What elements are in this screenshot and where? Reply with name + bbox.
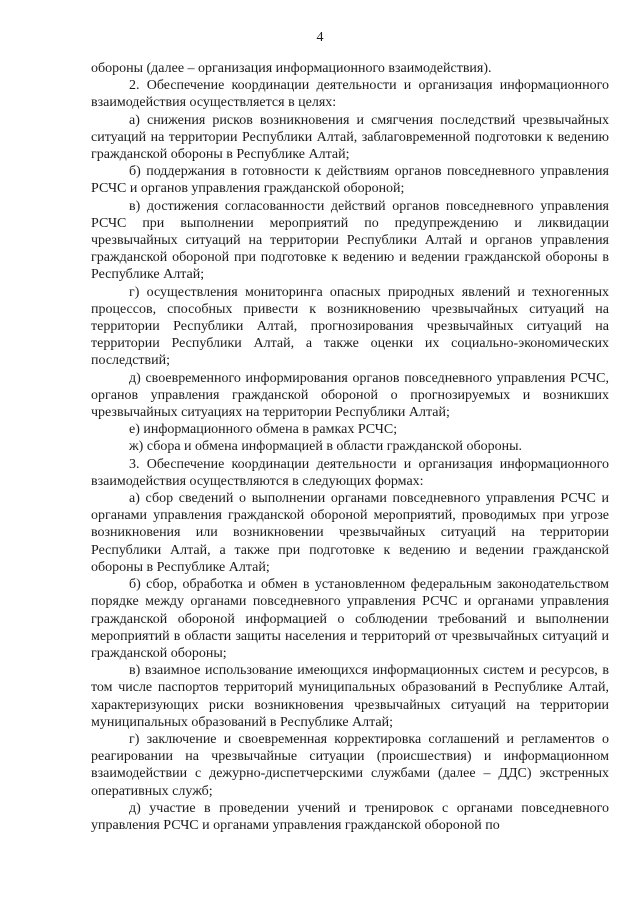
paragraph: 3. Обеспечение координации деятельности и организация информационного взаимодействия осуществляются в следующих формах: (91, 456, 609, 489)
paragraph: г) заключение и своевременная корректировка соглашений и регламентов о реагировании на чрезвычайные ситуации (происшествия) и информационном взаимодействии с дежурно-диспетчерскими службами (далее – ДДС) экстренных оперативных служб; (91, 731, 609, 799)
paragraph: б) поддержания в готовности к действиям органов повседневного управления РСЧС и органов управления гражданской обороной; (91, 164, 609, 197)
paragraph: обороны (далее – организация информационного взаимодействия). (91, 61, 492, 76)
paragraph: а) сбор сведений о выполнении органами повседневного управления РСЧС и органами управления гражданской обороной мероприятий, проводимых при угрозе возникновения или возникновении чрезвычайных ситуаций на территории Республики Алтай, а также при подготовке к ведению и ведении гражданской обороны в Республике Алтай; (91, 491, 609, 575)
paragraph: е) информационного обмена в рамках РСЧС; (129, 422, 398, 438)
paragraph: в) взаимное использование имеющихся информационных систем и ресурсов, в том числе паспортов территорий муниципальных образований в Республике Алтай, характеризующих риски возникновения чрезвычайных ситуаций на территории муниципальных образований в Республике Алтай; (91, 663, 609, 730)
paragraph: б) сбор, обработка и обмен в установленном федеральным законодательством порядке между органами повседневного управления РСЧС и органами управления гражданской обороной информацией о соблюдении требований и выполнении мероприятий в области защиты населения и территорий от чрезвычайных ситуаций и гражданской обороны; (91, 577, 609, 661)
paragraph: д) участие в проведении учений и тренировок с органами повседневного управления РСЧС и органами управления гражданской обороной по (91, 800, 609, 833)
paragraph: а) снижения рисков возникновения и смягчения последствий чрезвычайных ситуаций на территории Республики Алтай, заблаговременной подготовки к ведению гражданской обороны в Республике Алтай; (91, 112, 609, 163)
document-body (91, 60, 609, 834)
paragraph: 2. Обеспечение координации деятельности и организация информационного взаимодействия осуществляется в целях: (91, 78, 609, 111)
page-number: 4 (316, 30, 324, 45)
paragraph: г) осуществления мониторинга опасных природных явлений и техногенных процессов, способных привести к возникновению чрезвычайных ситуаций на территории Республики Алтай, прогнозирования чрезвычайных ситуаций на территории Республики Алтай, а также оценки их социально-экономических последствий; (91, 284, 609, 369)
paragraph: ж) сбора и обмена информацией в области гражданской обороны. (129, 439, 523, 455)
paragraph: в) достижения согласованности действий органов повседневного управления РСЧС при выполнении мероприятий по предупреждению и ликвидации чрезвычайных ситуаций на территории Республики Алтай и органов управления гражданской обороной при подготовке к ведению и ведении гражданской обороны в Республике Алтай; (91, 198, 609, 283)
paragraph: д) своевременного информирования органов повседневного управления РСЧС, органов управления гражданской обороной о прогнозируемых и возникших чрезвычайных ситуациях на территории Республики Алтай; (91, 370, 609, 421)
